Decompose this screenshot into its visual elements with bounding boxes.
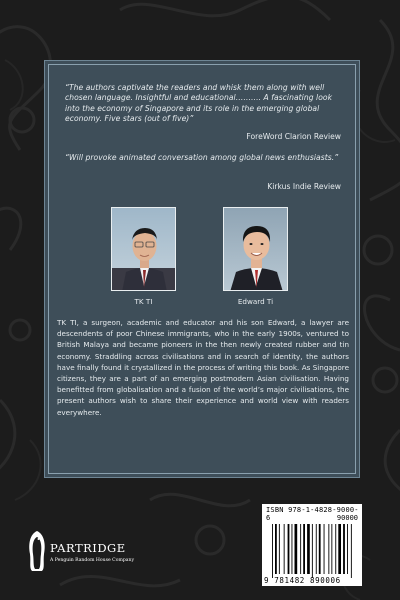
isbn-barcode xyxy=(262,504,362,586)
penguin-icon xyxy=(26,530,48,572)
review-source: Kirkus Indie Review xyxy=(267,182,341,191)
back-cover-panel xyxy=(44,60,360,478)
publisher-logo xyxy=(26,530,166,580)
isbn-label: ISBN 978-1-4828-9000-6 xyxy=(266,506,359,522)
author-name-caption: Edward Ti xyxy=(237,297,274,306)
review-quote: “Will provoke animated conversation among global news enthusiasts.” xyxy=(65,153,339,162)
review-source: ForeWord Clarion Review xyxy=(246,132,341,141)
barcode-digits: 9 781482 890006 xyxy=(264,576,341,585)
author-photo-edward-ti xyxy=(223,207,288,291)
publisher-tagline: A Penguin Random House Company xyxy=(50,558,135,563)
author-biography: TK TI, a surgeon, academic and educator and his son Edward, a lawyer are descendents of poor Chinese immigrants, who in the early 1900s, ventured to British Malaya and became pioneers in the then newly created rubber and tin economy. Straddling across civilisations and in search of identity, the authors have finally found it crystallized in the process of writing this book. As Singapore citizens, they are a part of an emerging postmodern Asian civilisation. Having benefitted from globalisation and a fusion of the world’s major civilisations, the present authors wish to share their experience and world view with readers everywhere. xyxy=(57,318,349,417)
review-quote: “The authors captivate the readers and whisk them along with well chosen language. Insightful and educational………. A fascinating look into the economy of Singapore and its role in the emerging global economy. Five stars (out of five)” xyxy=(65,83,333,124)
author-name-caption: TK TI xyxy=(134,297,153,306)
price-code: 90000 xyxy=(336,514,358,522)
barcode-bars xyxy=(262,504,362,586)
publisher-name: PARTRIDGE xyxy=(50,541,126,555)
author-photo-tk-ti xyxy=(111,207,176,291)
